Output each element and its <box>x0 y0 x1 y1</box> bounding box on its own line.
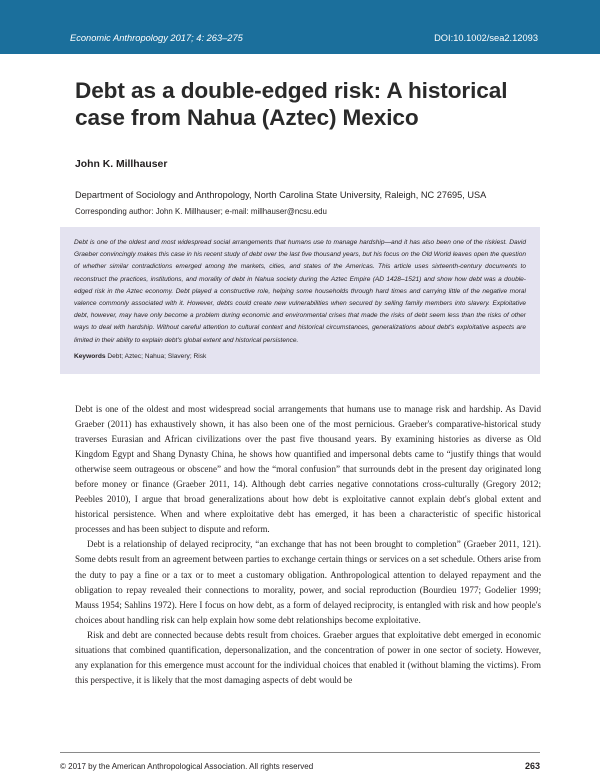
copyright-notice: © 2017 by the American Anthropological Association. All rights reserved <box>60 762 314 771</box>
body-paragraph: Risk and debt are connected because debts result from choices. Graeber argues that exploitative debt emerged in economic situations that combined quantification, depersonalization, and the concentration of power in one sector of society. However, any explanation for this emergence must account for the individual choices that enabled it (without blaming the victims). From this perspective, it is likely that the most damaging aspects of debt would be <box>75 629 541 685</box>
article-body <box>75 402 541 688</box>
author-name: John K. Millhauser <box>75 159 168 170</box>
abstract-text: Debt is one of the oldest and most widespread social arrangements that humans use to manage hardship—and it has also been one of the riskiest. David Graeber convincingly makes this case in his recent study of debt over the last five thousand years, but his focus on the Old World leaves open the question of whether similar contradictions emerged among the markets, cities, and states of the Americas. This article uses sixteenth-century documents to reconstruct the practices, institutions, and morality of debt in Nahua society during the Aztec Empire (AD 1428–1521) and show how debt was a double-edged risk in the Aztec economy. Debt played a constructive role, helping some households through hard times and carrying little of the negative moral valence commonly associated with it. However, debts could create new vulnerabilities when secured by selling family members into slavery. Exploitative debt, however, may have only become a problem during economic and environmental crises that made the risks of debt seem less than the risks of other ways to deal with hardship. Without careful attention to cultural context and historical circumstances, generalizations about debt's exploitative aspects are limited in their ability to explain debt's global extent and historical persistence. <box>74 239 526 344</box>
footer-divider <box>60 752 540 753</box>
body-paragraph: Debt is a relationship of delayed reciprocity, “an exchange that has not been brought to completion” (Graeber 2011, 121). Some debts result from an agreement between parties to exchange certain things or services on a set schedule. Others arise from the duty to pay a fine or a tax or to meet a customary obligation. Anthropological attention to delayed repayment and the obligation to repay revealed their connections to morality, power, and social reproduction (Bourdieu 1977; Godelier 1999; Mauss 1954; Sahlins 1972). Here I focus on how debt, as a form of delayed reciprocity, is entangled with risk and how people's choices about handling risk can help explain how some debt relationships become exploitative. <box>75 539 541 625</box>
body-paragraph: Debt is one of the oldest and most widespread social arrangements that humans use to manage risk and hardship. As David Graeber (2011) has exhaustively shown, it has also been one of the most pernicious. Graeber's comparative-historical study traverses Eurasian and African civilizations over the past five thousand years. By examining histories as diverse as Old Kingdom Egypt and Shang Dynasty China, he shows how quantified and impersonal debts came to “justify things that would otherwise seem outrageous or obscene” and how the “moral confusion” that surrounds debt in the present day originated long before money or finance (Graeber 2011, 14). Although debt carries negative connotations cross-culturally (Gregory 2012; Peebles 2010), I argue that broad generalizations about how debt is exploitative cannot explain debt's global extent and historical persistence. When and where exploitative debt has emerged, it has been a characteristic of specific historical processes and has been subject to dispute and reform. <box>75 404 541 535</box>
journal-header-bar <box>0 0 600 54</box>
doi-link[interactable]: DOI:10.1002/sea2.12093 <box>434 33 538 43</box>
keywords-list: Debt; Aztec; Nahua; Slavery; Risk <box>107 352 207 360</box>
journal-citation: Economic Anthropology 2017; 4: 263–275 <box>70 33 243 43</box>
keywords-label: Keywords <box>74 352 106 360</box>
keywords-line <box>74 353 526 360</box>
abstract-box <box>60 227 540 374</box>
author-affiliation: Department of Sociology and Anthropology, North Carolina State University, Raleigh, NC 27695, USA <box>75 190 487 200</box>
article-title: Debt as a double-edged risk: A historical case from Nahua (Aztec) Mexico <box>75 78 508 130</box>
corresponding-author: Corresponding author: John K. Millhauser; e-mail: millhauser@ncsu.edu <box>75 207 327 216</box>
page-number: 263 <box>524 761 540 771</box>
